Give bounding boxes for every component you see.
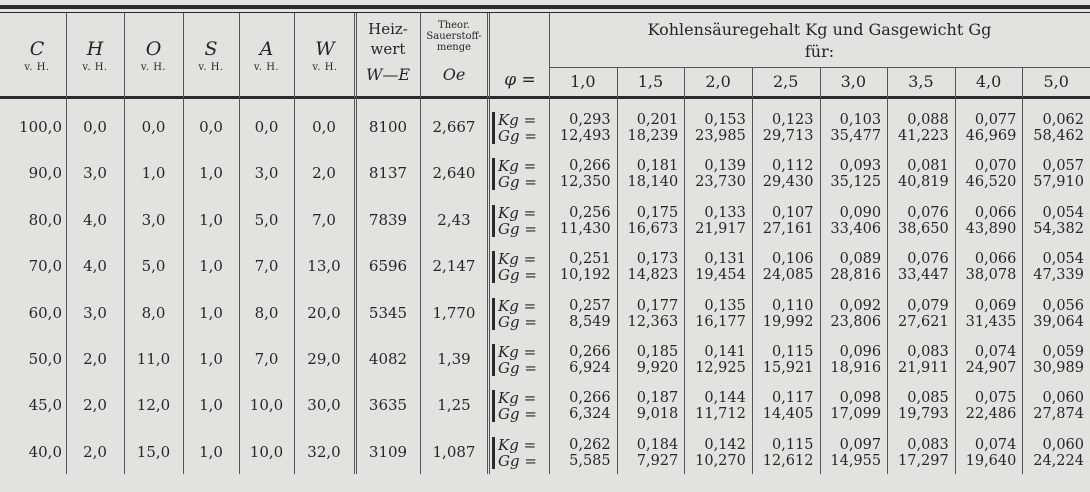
- value-gg: 15,921: [762, 360, 814, 376]
- heizwert-label-2: wert: [370, 40, 406, 58]
- value-gg: 22,486: [965, 406, 1017, 423]
- cell-heizwert: 8100: [368, 118, 408, 136]
- value-kg: 0,074: [974, 436, 1017, 453]
- value-kg: 0,079: [907, 297, 949, 314]
- value-gg: 9,920: [636, 360, 679, 376]
- row-bracket: [492, 437, 495, 469]
- value-kg: 0,177: [636, 297, 679, 314]
- value-kg: 0,074: [974, 344, 1017, 360]
- value-gg: 40,819: [898, 174, 949, 191]
- value-kg: 0,097: [839, 436, 882, 453]
- value-gg: 12,612: [762, 452, 814, 469]
- cell-w: 32,0: [307, 442, 341, 461]
- cell-c: 60,0: [28, 303, 62, 322]
- cell-a: 7,0: [254, 350, 279, 368]
- cell-c: 80,0: [28, 210, 62, 229]
- value-kg: 0,054: [1042, 204, 1084, 221]
- value-gg: 41,223: [898, 128, 949, 144]
- cell-a: 10,0: [249, 442, 284, 461]
- label-kg: Kg =: [498, 343, 537, 361]
- value-gg: 19,454: [695, 267, 746, 284]
- value-kg: 0,070: [974, 158, 1017, 175]
- cell-c: 50,0: [28, 350, 62, 368]
- cell-s: 1,0: [199, 210, 223, 229]
- cell-o: 5,0: [141, 257, 166, 276]
- value-gg: 21,917: [695, 220, 746, 237]
- value-gg: 6,924: [569, 360, 611, 376]
- value-gg: 14,955: [830, 452, 882, 469]
- col-c-symbol: C: [29, 38, 45, 60]
- cell-a: 10,0: [249, 396, 284, 415]
- cell-sauerstoff: 1,25: [437, 396, 471, 415]
- value-gg: 24,085: [762, 267, 814, 284]
- value-gg: 57,910: [1033, 174, 1084, 191]
- cell-sauerstoff: 2,43: [437, 210, 471, 229]
- top-thick-rule: [0, 5, 1090, 9]
- value-gg: 23,730: [695, 174, 746, 191]
- cell-h: 4,0: [83, 257, 107, 276]
- cell-o: 12,0: [136, 396, 171, 415]
- value-kg: 0,085: [907, 390, 949, 407]
- label-gg: Gg =: [498, 127, 537, 145]
- cell-w: 13,0: [307, 257, 341, 276]
- value-kg: 0,187: [636, 390, 679, 407]
- value-kg: 0,251: [569, 251, 611, 268]
- cell-h: 2,0: [83, 442, 107, 461]
- col-a-symbol: A: [259, 38, 274, 60]
- value-gg: 46,969: [965, 128, 1017, 144]
- cell-o: 3,0: [141, 210, 166, 229]
- value-kg: 0,056: [1042, 297, 1084, 314]
- value-kg: 0,117: [771, 390, 814, 407]
- cell-h: 2,0: [83, 350, 107, 368]
- col-o-unit: v. H.: [140, 62, 167, 73]
- cell-o: 8,0: [141, 303, 166, 322]
- value-kg: 0,059: [1042, 344, 1084, 360]
- value-gg: 14,823: [627, 267, 679, 284]
- value-kg: 0,293: [569, 112, 611, 128]
- value-kg: 0,184: [636, 436, 679, 453]
- value-kg: 0,054: [1042, 251, 1084, 268]
- phi-value: 4,0: [975, 72, 1002, 91]
- cell-o: 1,0: [141, 164, 166, 183]
- value-gg: 43,890: [965, 220, 1017, 237]
- cell-w: 0,0: [312, 118, 336, 136]
- cell-c: 70,0: [28, 257, 62, 276]
- phi-value: 2,5: [772, 72, 799, 91]
- value-gg: 58,462: [1033, 128, 1084, 144]
- value-gg: 35,477: [830, 128, 882, 144]
- value-gg: 18,140: [627, 174, 679, 191]
- value-kg: 0,181: [636, 158, 679, 175]
- value-kg: 0,115: [771, 344, 814, 360]
- value-gg: 33,447: [898, 267, 949, 284]
- value-gg: 10,192: [559, 267, 611, 284]
- value-gg: 31,435: [965, 313, 1017, 330]
- row-bracket: [492, 298, 495, 330]
- cell-a: 3,0: [254, 164, 279, 183]
- cell-heizwert: 3109: [368, 442, 408, 461]
- cell-s: 1,0: [199, 350, 223, 368]
- cell-c: 40,0: [28, 442, 62, 461]
- value-kg: 0,077: [974, 112, 1017, 128]
- phi-value: 2,0: [705, 72, 731, 91]
- value-kg: 0,142: [704, 436, 746, 453]
- label-kg: Kg =: [498, 435, 537, 454]
- cell-heizwert: 4082: [368, 350, 408, 368]
- cell-w: 30,0: [307, 396, 341, 415]
- value-gg: 6,324: [569, 406, 611, 423]
- value-gg: 11,712: [695, 406, 746, 423]
- value-gg: 24,224: [1033, 452, 1084, 469]
- row-bracket: [492, 158, 495, 190]
- cell-s: 1,0: [199, 396, 223, 415]
- value-kg: 0,076: [907, 251, 949, 268]
- value-kg: 0,123: [771, 112, 814, 128]
- cell-s: 0,0: [199, 118, 223, 136]
- value-kg: 0,106: [771, 251, 814, 268]
- value-gg: 33,406: [830, 220, 882, 237]
- value-gg: 54,382: [1033, 220, 1084, 237]
- value-gg: 14,405: [762, 406, 814, 423]
- group-title-fuer: für:: [804, 42, 835, 61]
- value-gg: 12,363: [627, 313, 679, 330]
- value-gg: 23,985: [695, 128, 746, 144]
- value-gg: 21,911: [898, 360, 949, 376]
- value-gg: 8,549: [569, 313, 611, 330]
- cell-w: 20,0: [307, 303, 341, 322]
- cell-a: 8,0: [254, 303, 279, 322]
- value-kg: 0,133: [704, 204, 746, 221]
- value-gg: 28,816: [830, 267, 882, 284]
- phi-value: 5,0: [1043, 72, 1069, 91]
- value-kg: 0,103: [839, 112, 882, 128]
- phi-label: φ =: [504, 70, 536, 90]
- sauerstoff-label-2: Sauerstoff-: [426, 31, 482, 42]
- col-o-symbol: O: [145, 38, 162, 60]
- phi-value: 3,5: [908, 72, 934, 91]
- row-bracket: [492, 251, 495, 283]
- value-gg: 19,992: [762, 313, 814, 330]
- value-kg: 0,093: [839, 158, 882, 175]
- group-title: Kohlensäuregehalt Kg und Gasgewicht Gg: [647, 20, 992, 39]
- value-gg: 18,916: [830, 360, 882, 376]
- col-s-unit: v. H.: [198, 62, 224, 73]
- value-kg: 0,201: [636, 112, 679, 128]
- label-kg: Kg =: [498, 157, 537, 176]
- cell-sauerstoff: 1,39: [437, 350, 471, 368]
- value-kg: 0,060: [1042, 436, 1084, 453]
- col-a-unit: v. H.: [253, 62, 280, 73]
- value-kg: 0,266: [569, 158, 611, 175]
- value-gg: 30,989: [1033, 360, 1084, 376]
- value-gg: 7,927: [636, 452, 679, 469]
- cell-sauerstoff: 2,667: [432, 118, 476, 136]
- label-gg: Gg =: [498, 451, 537, 470]
- value-gg: 17,099: [830, 406, 882, 423]
- value-kg: 0,089: [839, 251, 882, 268]
- cell-s: 1,0: [199, 303, 223, 322]
- value-gg: 12,350: [559, 174, 611, 191]
- value-kg: 0,257: [569, 297, 611, 314]
- cell-c: 90,0: [28, 164, 62, 183]
- value-kg: 0,092: [839, 297, 882, 314]
- value-kg: 0,141: [704, 344, 746, 360]
- sauerstoff-label-1: Theor.: [438, 20, 470, 31]
- value-gg: 38,078: [965, 267, 1017, 284]
- value-kg: 0,266: [569, 344, 611, 360]
- value-kg: 0,075: [974, 390, 1017, 407]
- row-bracket: [492, 112, 495, 144]
- label-kg: Kg =: [498, 203, 537, 222]
- header-separator-rule: [0, 96, 1090, 99]
- value-gg: 18,239: [627, 128, 679, 144]
- value-gg: 35,125: [830, 174, 882, 191]
- value-kg: 0,266: [569, 390, 611, 407]
- value-kg: 0,256: [569, 204, 611, 221]
- value-kg: 0,081: [907, 158, 949, 175]
- value-gg: 9,018: [636, 406, 679, 423]
- label-kg: Kg =: [498, 389, 537, 408]
- col-h-symbol: H: [86, 38, 104, 60]
- cell-w: 2,0: [312, 164, 336, 183]
- value-kg: 0,066: [974, 204, 1017, 221]
- value-kg: 0,090: [839, 204, 882, 221]
- value-kg: 0,096: [839, 344, 882, 360]
- row-bracket: [492, 344, 495, 376]
- value-gg: 23,806: [830, 313, 882, 330]
- label-kg: Kg =: [498, 111, 537, 129]
- value-gg: 27,621: [898, 313, 949, 330]
- value-kg: 0,083: [907, 344, 949, 360]
- cell-s: 1,0: [199, 442, 223, 461]
- col-c-unit: v. H.: [24, 62, 50, 73]
- value-kg: 0,088: [907, 112, 949, 128]
- value-gg: 24,907: [965, 360, 1017, 376]
- cell-heizwert: 5345: [368, 303, 408, 322]
- label-gg: Gg =: [498, 405, 537, 424]
- value-gg: 19,793: [898, 406, 949, 423]
- value-gg: 27,161: [762, 220, 814, 237]
- cell-h: 0,0: [83, 118, 107, 136]
- cell-c: 45,0: [28, 396, 62, 415]
- cell-heizwert: 6596: [368, 257, 408, 276]
- cell-w: 29,0: [307, 350, 341, 368]
- cell-o: 11,0: [136, 350, 171, 368]
- phi-value: 1,0: [570, 72, 596, 91]
- cell-a: 5,0: [254, 210, 279, 229]
- label-gg: Gg =: [498, 173, 537, 192]
- value-kg: 0,098: [839, 390, 882, 407]
- value-kg: 0,173: [636, 251, 679, 268]
- cell-o: 15,0: [136, 442, 171, 461]
- value-gg: 5,585: [569, 452, 611, 469]
- cell-c: 100,0: [19, 118, 62, 136]
- row-bracket: [492, 390, 495, 422]
- sauerstoff-label-3: menge: [436, 42, 472, 53]
- col-w-symbol: W: [315, 38, 335, 60]
- label-kg: Kg =: [498, 250, 537, 269]
- value-kg: 0,262: [569, 436, 611, 453]
- cell-h: 4,0: [83, 210, 107, 229]
- value-gg: 10,270: [695, 452, 746, 469]
- value-gg: 29,713: [762, 128, 814, 144]
- phi-value: 3,0: [840, 72, 867, 91]
- value-gg: 12,493: [559, 128, 611, 144]
- heizwert-symbol: W—E: [365, 65, 411, 84]
- sauerstoff-symbol: Oe: [442, 65, 466, 84]
- cell-h: 2,0: [83, 396, 107, 415]
- value-kg: 0,107: [771, 204, 814, 221]
- value-kg: 0,066: [974, 251, 1017, 268]
- col-h-unit: v. H.: [82, 62, 108, 73]
- value-gg: 38,650: [898, 220, 949, 237]
- value-gg: 27,874: [1033, 406, 1084, 423]
- col-s-symbol: S: [204, 38, 218, 60]
- value-kg: 0,083: [907, 436, 949, 453]
- value-kg: 0,110: [771, 297, 814, 314]
- cell-heizwert: 3635: [368, 396, 408, 415]
- value-kg: 0,112: [771, 158, 814, 175]
- value-kg: 0,131: [704, 251, 746, 268]
- cell-h: 3,0: [83, 303, 107, 322]
- cell-sauerstoff: 1,770: [432, 303, 476, 322]
- cell-h: 3,0: [83, 164, 107, 183]
- cell-a: 0,0: [254, 118, 279, 136]
- value-kg: 0,062: [1042, 112, 1084, 128]
- label-kg: Kg =: [498, 296, 537, 315]
- cell-s: 1,0: [199, 164, 223, 183]
- cell-a: 7,0: [254, 257, 279, 276]
- value-kg: 0,175: [636, 204, 679, 221]
- value-kg: 0,057: [1042, 158, 1084, 175]
- heizwert-label-1: Heiz-: [368, 20, 408, 38]
- phi-value: 1,5: [637, 72, 664, 91]
- cell-sauerstoff: 1,087: [432, 442, 476, 461]
- value-kg: 0,069: [974, 297, 1017, 314]
- label-gg: Gg =: [498, 219, 537, 238]
- cell-w: 7,0: [312, 210, 336, 229]
- value-kg: 0,060: [1042, 390, 1084, 407]
- value-gg: 39,064: [1033, 313, 1084, 330]
- value-gg: 11,430: [559, 220, 611, 237]
- label-gg: Gg =: [498, 312, 537, 331]
- value-kg: 0,076: [907, 204, 949, 221]
- value-kg: 0,139: [704, 158, 746, 175]
- value-gg: 17,297: [898, 452, 949, 469]
- value-gg: 16,177: [695, 313, 746, 330]
- label-gg: Gg =: [498, 359, 537, 377]
- top-thin-rule: [0, 12, 1090, 13]
- cell-sauerstoff: 2,147: [432, 257, 476, 276]
- cell-sauerstoff: 2,640: [432, 164, 476, 183]
- value-gg: 16,673: [627, 220, 679, 237]
- value-gg: 12,925: [695, 360, 746, 376]
- cell-s: 1,0: [199, 257, 223, 276]
- value-gg: 19,640: [965, 452, 1017, 469]
- label-gg: Gg =: [498, 266, 537, 285]
- value-kg: 0,144: [704, 390, 746, 407]
- row-bracket: [492, 205, 495, 237]
- col-w-unit: v. H.: [312, 62, 338, 73]
- value-gg: 46,520: [965, 174, 1017, 191]
- cell-heizwert: 7839: [368, 210, 408, 229]
- value-kg: 0,153: [704, 112, 746, 128]
- value-gg: 29,430: [762, 174, 814, 191]
- value-kg: 0,115: [771, 436, 814, 453]
- value-kg: 0,185: [636, 344, 679, 360]
- value-gg: 47,339: [1033, 267, 1084, 284]
- cell-heizwert: 8137: [368, 164, 408, 183]
- value-kg: 0,135: [704, 297, 746, 314]
- cell-o: 0,0: [141, 118, 166, 136]
